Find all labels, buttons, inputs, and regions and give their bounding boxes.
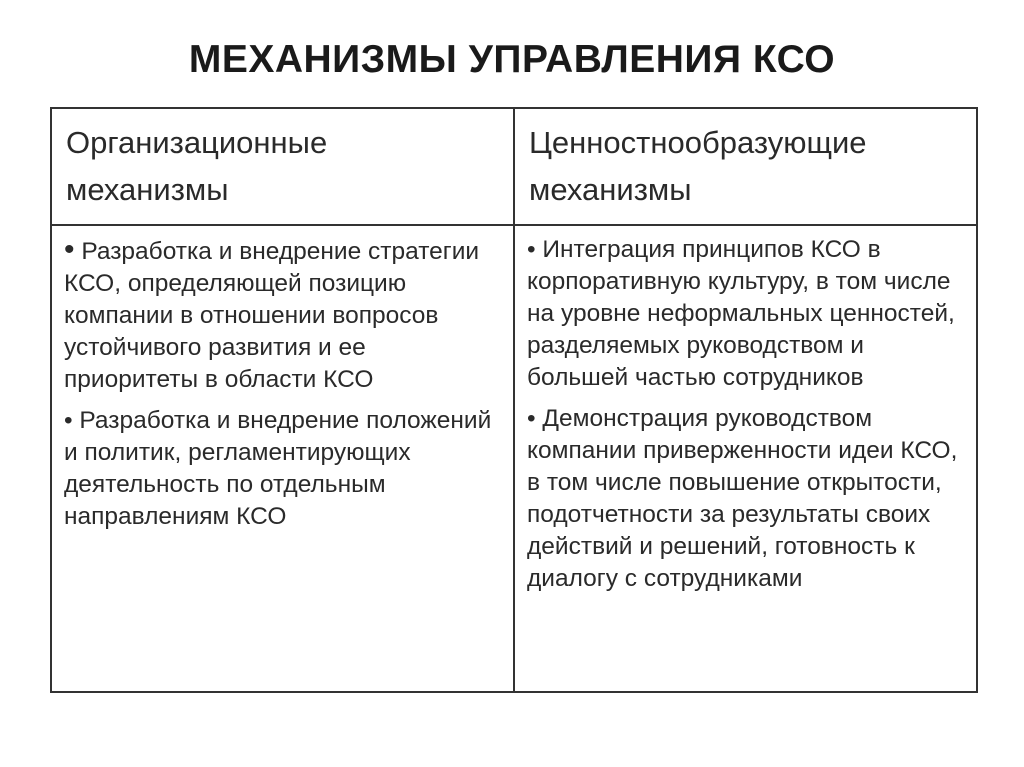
list-item-text: Интеграция принципов КСО в корпоративную культуру, в том числе на уровне неформальных ценностей, разделяемых руководством и большей частью сотрудников — [527, 236, 955, 391]
list-item-text: Разработка и внедрение стратегии КСО, определяющей позицию компании в отношении вопросов устойчивого развития и ее приоритеты в области КСО — [64, 238, 480, 393]
header-line: механизмы — [66, 172, 229, 207]
header-line: Ценностнообразующие — [529, 125, 867, 160]
list-item-text: Демонстрация руководством компании приверженности идеи КСО, в том числе повышение открытости, подотчетности за результаты своих действий и решений, готовность к диалогу с сотрудниками — [527, 405, 958, 592]
header-line: механизмы — [529, 172, 692, 207]
list-item — [64, 405, 501, 533]
mechanisms-table — [50, 107, 978, 693]
bullet-icon: • — [64, 233, 75, 266]
list-item — [64, 234, 501, 396]
list-item — [527, 403, 964, 595]
slide-title: МЕХАНИЗМЫ УПРАВЛЕНИЯ КСО — [188, 38, 836, 81]
bullet-icon: • — [527, 405, 536, 432]
header-line: Организационные — [66, 125, 328, 160]
table-cell-organizational — [52, 226, 515, 691]
table-cell-value-forming — [515, 226, 976, 691]
table-header-value-forming — [515, 109, 976, 226]
bullet-list — [64, 234, 501, 533]
bullet-icon: • — [527, 236, 536, 263]
table-header-organizational — [52, 109, 515, 226]
bullet-icon: • — [64, 407, 73, 434]
list-item-text: Разработка и внедрение положений и политик, регламентирующих деятельность по отдельным направлениям КСО — [64, 407, 492, 530]
bullet-list — [527, 234, 964, 595]
list-item — [527, 234, 964, 394]
